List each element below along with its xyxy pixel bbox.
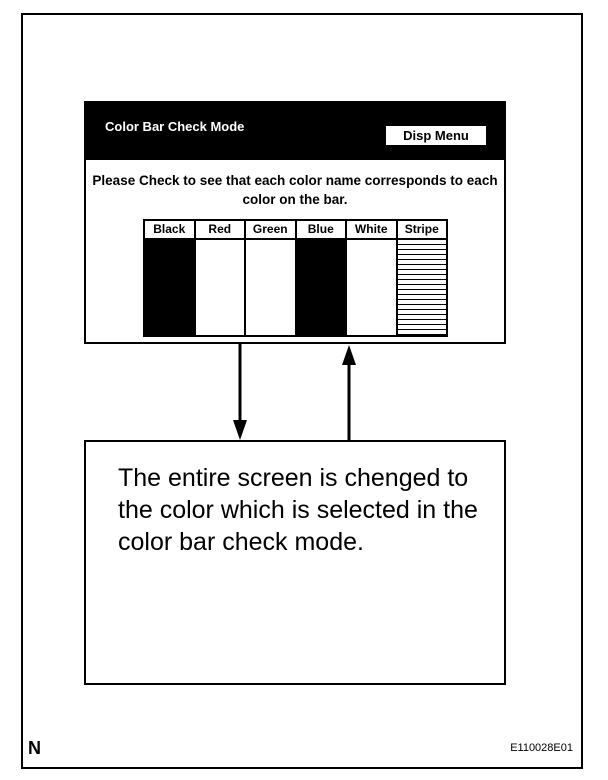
color-bar-white[interactable] — [347, 221, 398, 335]
screen-title: Color Bar Check Mode — [105, 119, 245, 134]
color-bar-label: Stripe — [398, 221, 447, 240]
arrow-down-icon — [228, 344, 252, 441]
color-bar-label: Black — [145, 221, 194, 240]
color-bar-blue[interactable] — [297, 221, 348, 335]
color-bar-check-screen — [84, 101, 506, 344]
message-text: The entire screen is chenged to the color which is selected in the color bar check mode. — [118, 464, 478, 556]
color-bar-swatch — [398, 240, 447, 335]
color-bar-green[interactable] — [246, 221, 297, 335]
color-bar-label: White — [347, 221, 396, 240]
color-bars — [143, 219, 448, 337]
color-bar-label: Red — [196, 221, 245, 240]
instruction-text: Please Check to see that each color name corresponds to each color on the bar. — [92, 173, 498, 207]
color-bar-red[interactable] — [196, 221, 247, 335]
color-bar-swatch — [347, 240, 396, 335]
color-bar-swatch — [246, 240, 295, 335]
color-bar-swatch — [297, 240, 346, 335]
color-bar-label: Blue — [297, 221, 346, 240]
color-bar-stripe[interactable] — [398, 221, 447, 335]
disp-menu-button[interactable]: Disp Menu — [385, 125, 487, 146]
arrow-up-icon — [337, 344, 361, 441]
figure-code: E110028E01 — [510, 742, 573, 754]
title-bar — [86, 103, 504, 160]
color-bar-swatch — [145, 240, 194, 335]
color-bar-label: Green — [246, 221, 295, 240]
north-label: N — [28, 738, 41, 758]
color-bar-swatch — [196, 240, 245, 335]
color-bar-black[interactable] — [145, 221, 196, 335]
message-box — [84, 440, 506, 685]
